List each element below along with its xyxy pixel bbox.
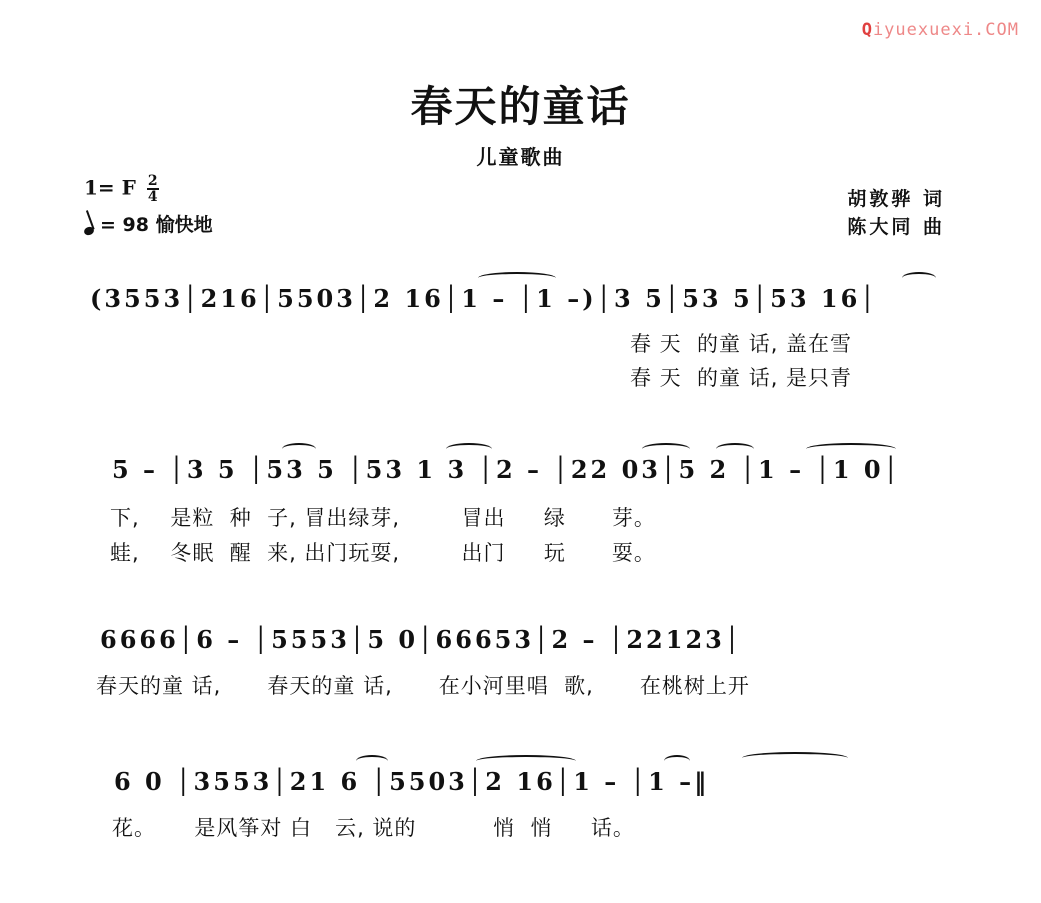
lyrics-row-1-verse-1: 春 天 的童 话, 盖在雪 (630, 332, 853, 356)
slur-mark (742, 752, 848, 764)
lyrics-row-4: 花。 是风筝对 白 云, 说的 悄 悄 话。 (112, 816, 635, 840)
slur-mark (476, 755, 576, 767)
quarter-note-icon (83, 226, 95, 237)
tempo-text: = 98 愉快地 (100, 214, 213, 236)
slur-mark (282, 443, 316, 455)
watermark-text: iyuexuexi.COM (872, 20, 1019, 40)
slur-mark (902, 272, 936, 284)
slur-mark (664, 755, 690, 767)
key-label: 1= F (84, 175, 136, 200)
notation-line: 6666│6 – │5553│5 0│66653│2 – │22123│ (100, 625, 743, 654)
song-subtitle: 儿童歌曲 (476, 145, 565, 169)
lyrics-row-2-verse-1: 下, 是粒 种 子, 冒出绿芽, 冒出 绿 芽。 (110, 506, 656, 530)
composer-credit: 陈大同 曲 (847, 216, 945, 238)
slur-mark (642, 443, 690, 455)
song-title: 春天的童话 (410, 82, 631, 131)
lyrics-row-1-verse-2: 春 天 的童 话, 是只青 (630, 366, 853, 390)
slur-mark (806, 443, 896, 455)
slur-mark (716, 443, 754, 455)
notation-line: 6 0 │3553│21 6 │5503│2 16│1 – │1 –‖ (114, 767, 710, 796)
slur-mark (478, 272, 556, 284)
slur-mark (356, 755, 388, 767)
lyrics-row-3: 春天的童 话, 春天的童 话, 在小河里唱 歌, 在桃树上开 (96, 674, 750, 698)
notation-line: 5 – │3 5 │53 5 │53 1 3 │2 – │22 03│5 2 │1 – │1 0│ (112, 455, 902, 484)
time-numerator: 2 (147, 173, 158, 189)
watermark-logo: Q (861, 20, 873, 40)
key-signature (84, 174, 159, 204)
slur-mark (446, 443, 492, 455)
lyricist-credit: 胡敦骅 词 (847, 188, 945, 210)
tempo-marking (84, 210, 213, 237)
notation-line: (3553│216│5503│2 16│1 – │1 –)│3 5│53 5│53 16│ (90, 284, 878, 313)
watermark (862, 20, 1019, 40)
lyrics-row-2-verse-2: 蛙, 冬眠 醒 来, 出门玩耍, 出门 玩 耍。 (110, 541, 656, 565)
time-signature (147, 174, 159, 204)
time-denominator: 4 (147, 189, 158, 205)
